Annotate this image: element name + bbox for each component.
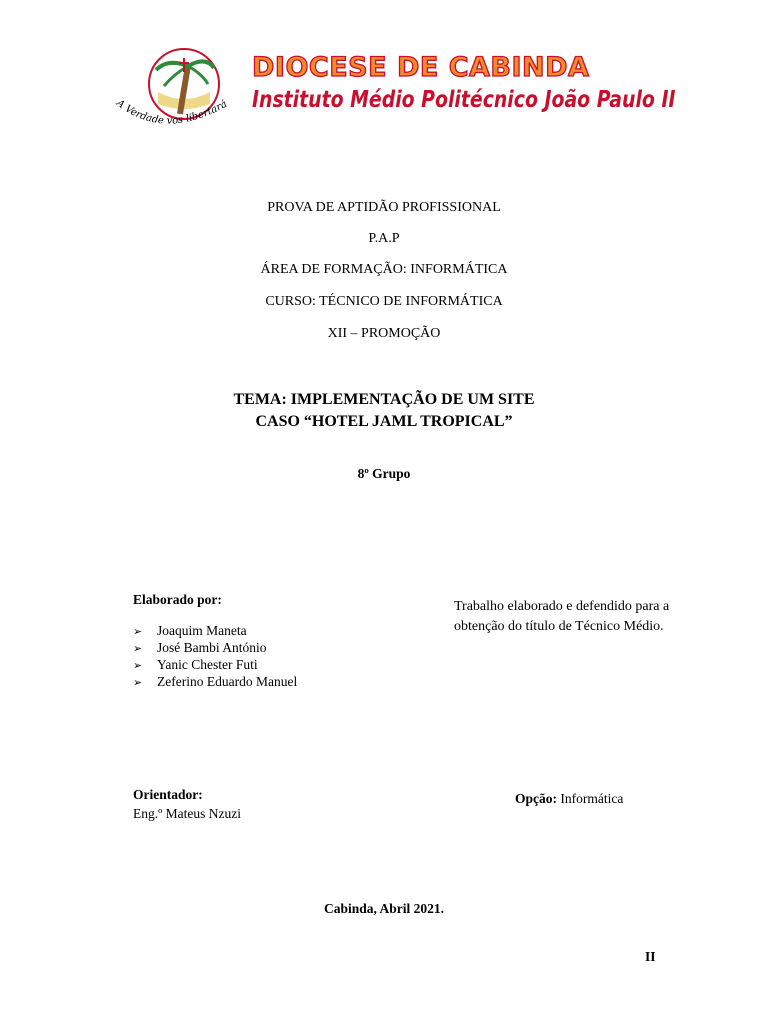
list-item: ➢ José Bambi António <box>133 640 267 655</box>
page-number: II <box>645 949 656 964</box>
arrow-bullet-icon: ➢ <box>133 625 143 638</box>
tema-line-2: CASO “HOTEL JAML TROPICAL” <box>255 413 513 430</box>
trabalho-line-1: Trabalho elaborado e defendido para a <box>454 599 670 614</box>
elaborado-label: Elaborado por: <box>133 592 222 607</box>
place-date: Cabinda, Abril 2021. <box>323 901 445 916</box>
header-line-4: CURSO: TÉCNICO DE INFORMÁTICA <box>265 294 503 309</box>
arrow-bullet-icon: ➢ <box>133 659 143 672</box>
trabalho-line-2: obtenção do título de Técnico Médio. <box>454 619 664 634</box>
list-item: ➢ Joaquim Maneta <box>133 623 247 638</box>
opcao-value: Informática <box>560 791 624 806</box>
diocese-title: DIOCESE DE CABINDA <box>252 52 590 83</box>
arrow-bullet-icon: ➢ <box>133 642 143 655</box>
seal-motto: A Verdade vos libertará <box>114 97 230 127</box>
arrow-bullet-icon: ➢ <box>133 676 143 689</box>
list-item: ➢ Zeferino Eduardo Manuel <box>133 674 298 689</box>
orientador-name: Eng.º Mateus Nzuzi <box>133 806 242 821</box>
authors-list <box>133 622 297 690</box>
opcao-label: Opção: <box>515 791 557 806</box>
header-line-2: P.A.P <box>368 231 400 246</box>
opcao-field <box>515 791 623 807</box>
header-line-5: XII – PROMOÇÃO <box>327 326 441 341</box>
tema-line-1: TEMA: IMPLEMENTAÇÃO DE UM SITE <box>233 391 535 408</box>
header-line-1: PROVA DE APTIDÃO PROFISSIONAL <box>267 200 501 215</box>
header-line-3: ÁREA DE FORMAÇÃO: INFORMÁTICA <box>260 262 508 277</box>
diocese-seal-logo <box>108 44 248 144</box>
orientador-label: Orientador: <box>133 787 203 802</box>
grupo-label: 8º Grupo <box>357 466 411 481</box>
list-item: ➢ Yanic Chester Futi <box>133 657 258 672</box>
institute-title: Instituto Médio Politécnico João Paulo II <box>252 87 676 113</box>
institution-banner <box>252 52 676 142</box>
